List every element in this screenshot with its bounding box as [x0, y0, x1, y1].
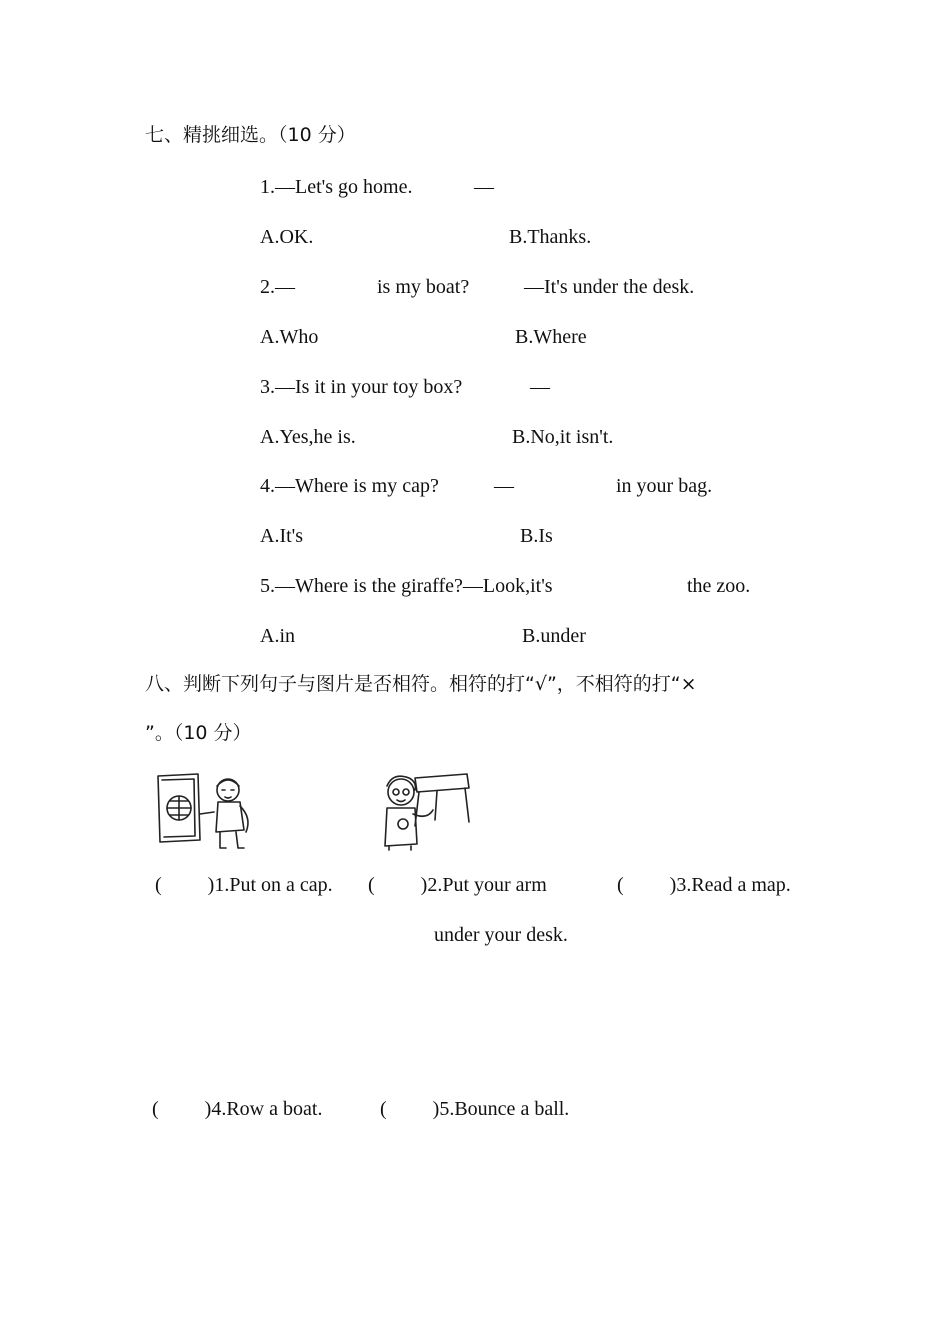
item-5-open-paren[interactable]: ( [380, 1098, 387, 1120]
item-2-text: 2.Put your arm [427, 874, 547, 896]
item-4 [152, 1099, 322, 1119]
question-2-prompt-rest: is my boat? [377, 276, 470, 298]
item-4-open-paren[interactable]: ( [152, 1098, 159, 1120]
question-3-answer-dash: — [530, 376, 550, 398]
question-4-option-b[interactable]: B.Is [520, 525, 553, 547]
item-3-open-paren[interactable]: ( [617, 874, 624, 896]
question-4-prompt-rest: in your bag. [616, 475, 713, 497]
section-7-title: 七、精挑细选。 [145, 124, 279, 146]
question-1-option-a[interactable]: A.OK. [260, 226, 314, 248]
question-5-option-b[interactable]: B.under [522, 625, 586, 647]
item-1-text: 1.Put on a cap. [214, 874, 333, 896]
question-4-answer-dash: — [494, 475, 514, 497]
question-2-option-a[interactable]: A.Who [260, 326, 319, 348]
item-2-text-continued: under your desk. [434, 924, 568, 946]
item-1-close-paren: ) [207, 874, 215, 896]
item-2-close-paren: ) [420, 874, 428, 896]
item-3 [617, 875, 791, 895]
question-2-option-b[interactable]: B.Where [515, 326, 587, 348]
item-3-close-paren: ) [669, 874, 677, 896]
question-1-option-b[interactable]: B.Thanks. [509, 226, 592, 248]
question-5-option-a[interactable]: A.in [260, 625, 295, 647]
item-4-close-paren: ) [204, 1098, 212, 1120]
section-8-heading-line2: ”。（10 分） [145, 722, 252, 744]
question-2-prompt: 2.— [260, 276, 295, 298]
item-5 [380, 1099, 569, 1119]
item-1-open-paren[interactable]: ( [155, 874, 162, 896]
section-7-heading [145, 126, 356, 145]
question-5-prompt: 5.—Where is the giraffe?—Look,it's [260, 575, 553, 597]
item-2-open-paren[interactable]: ( [368, 874, 375, 896]
question-3-prompt: 3.—Is it in your toy box? [260, 376, 463, 398]
item-5-text: 5.Bounce a ball. [439, 1098, 570, 1120]
boy-reading-map-picture [152, 770, 262, 852]
question-2-reply: —It's under the desk. [524, 276, 695, 298]
question-5-prompt-rest: the zoo. [687, 575, 751, 597]
section-8-heading-line1: 八、判断下列句子与图片是否相符。相符的打“√”，不相符的打“× [145, 673, 697, 695]
boy-arm-under-desk-picture [375, 770, 475, 852]
item-1 [155, 875, 333, 895]
item-3-text: 3.Read a map. [676, 874, 791, 896]
section-7-score: （10 分） [278, 124, 356, 146]
item-5-close-paren: ) [432, 1098, 440, 1120]
question-1-prompt: 1.—Let's go home. [260, 176, 413, 198]
question-4-option-a[interactable]: A.It's [260, 525, 304, 547]
question-4-prompt: 4.—Where is my cap? [260, 475, 439, 497]
question-3-option-a[interactable]: A.Yes,he is. [260, 426, 356, 448]
item-4-text: 4.Row a boat. [211, 1098, 323, 1120]
question-1-answer-dash: — [474, 176, 494, 198]
item-2 [368, 875, 547, 895]
question-3-option-b[interactable]: B.No,it isn't. [512, 426, 614, 448]
